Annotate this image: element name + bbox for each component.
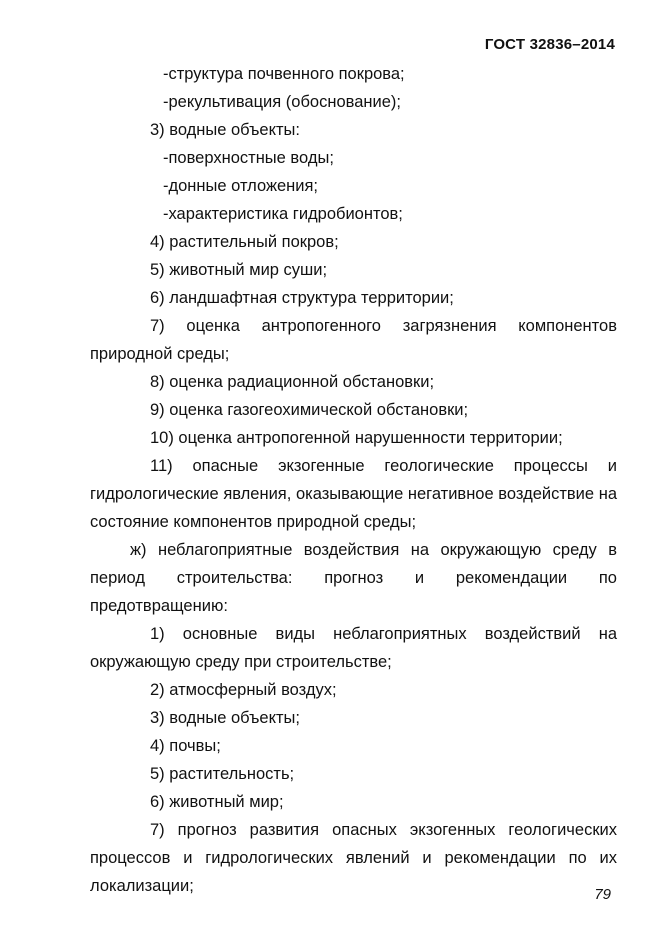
document-footer [90, 886, 611, 903]
paragraph: 4) растительный покров; [150, 233, 339, 251]
paragraph: 11) опасные экзогенные геологические процессы и гидрологические явления, оказывающие негативное воздействие на состояние компонентов природной среды; [90, 457, 617, 531]
page-number: 79 [594, 886, 611, 903]
paragraph: -донные отложения; [163, 177, 319, 195]
paragraph: 7) оценка антропогенного загрязнения компонентов природной среды; [90, 317, 617, 363]
paragraph: -рекультивация (обоснование); [163, 93, 401, 111]
paragraph: 9) оценка газогеохимической обстановки; [150, 401, 469, 419]
paragraph: 10) оценка антропогенной нарушенности территории; [150, 429, 563, 447]
paragraph: -поверхностные воды; [163, 149, 334, 167]
paragraph: 1) основные виды неблагоприятных воздействий на окружающую среду при строительстве; [90, 625, 617, 671]
paragraph: 3) водные объекты: [150, 121, 300, 139]
paragraph: 5) животный мир суши; [150, 261, 328, 279]
paragraph: 7) прогноз развития опасных экзогенных геологических процессов и гидрологических явлений и рекомендации по их локализации; [90, 821, 617, 895]
document-body [90, 60, 617, 900]
standard-designation: ГОСТ 32836–2014 [484, 36, 615, 53]
paragraph: 6) ландшафтная структура территории; [150, 289, 454, 307]
paragraph: 6) животный мир; [150, 793, 284, 811]
paragraph: ж) неблагоприятные воздействия на окружающую среду в период строительства: прогноз и рекомендации по предотвращению: [90, 541, 617, 615]
paragraph: -структура почвенного покрова; [163, 65, 405, 83]
paragraph: 5) растительность; [150, 765, 295, 783]
paragraph: 8) оценка радиационной обстановки; [150, 373, 435, 391]
paragraph: 4) почвы; [150, 737, 221, 755]
document-header [90, 36, 615, 53]
paragraph: -характеристика гидробионтов; [163, 205, 403, 223]
paragraph: 2) атмосферный воздух; [150, 681, 337, 699]
paragraph: 3) водные объекты; [150, 709, 300, 727]
